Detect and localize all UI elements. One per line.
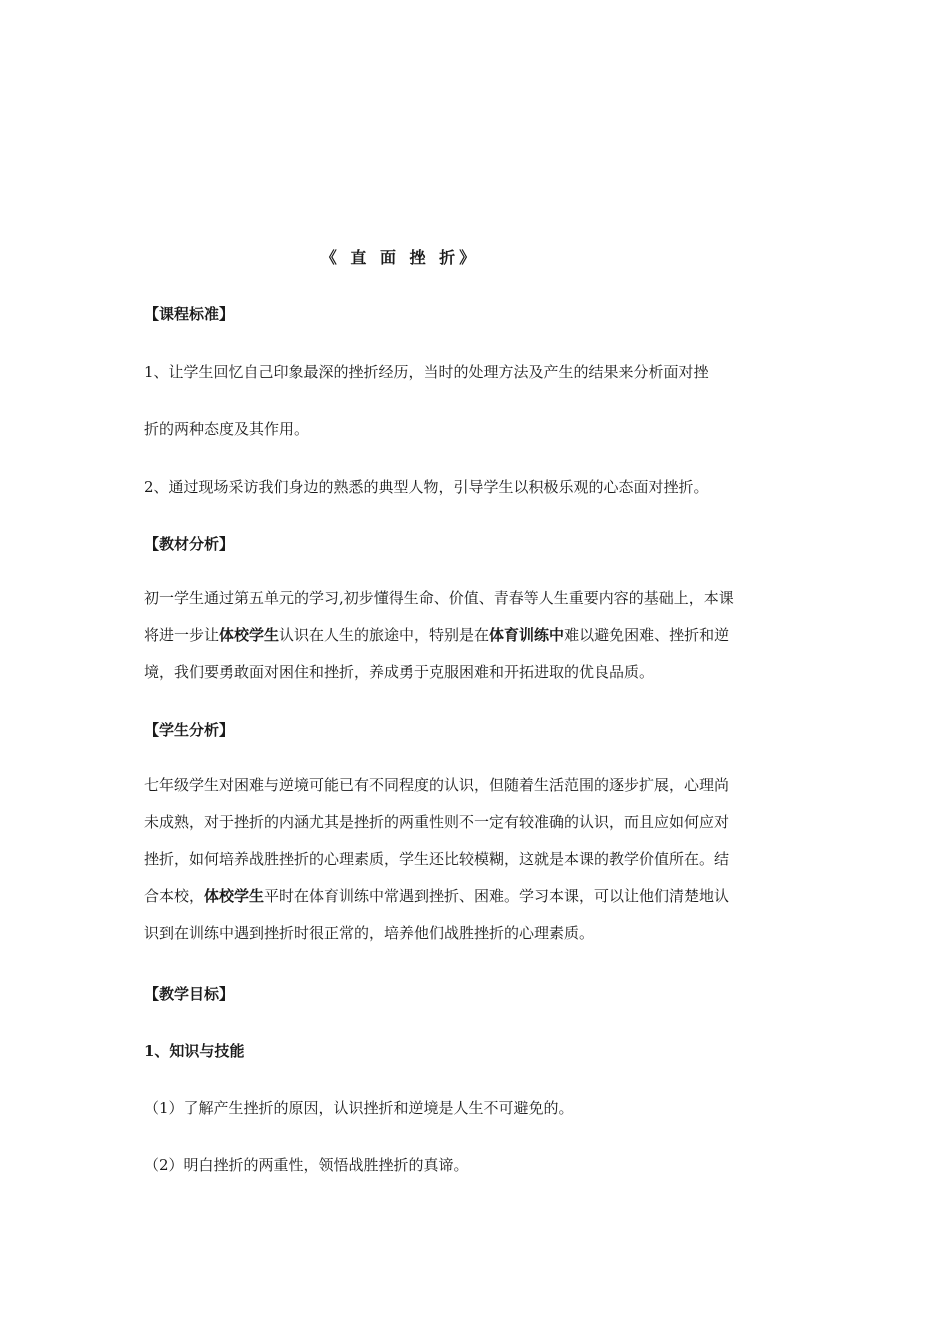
curriculum-item-2: 2、通过现场采访我们身边的熟悉的典型人物，引导学生以积极乐观的心态面对挫折。 xyxy=(144,478,709,496)
student-analysis-line-4 xyxy=(144,878,809,915)
text-run: 合本校， xyxy=(144,887,205,905)
student-analysis-line-2: 未成熟，对于挫折的内涵尤其是挫折的两重性则不一定有较准确的认识，而且应如何应对 xyxy=(144,813,730,831)
heading-material-analysis: 【教材分析】 xyxy=(144,535,235,553)
heading-curriculum-standard: 【课程标准】 xyxy=(144,305,235,323)
heading-student-analysis: 【学生分析】 xyxy=(144,721,235,739)
material-analysis-paragraph xyxy=(144,580,809,691)
material-analysis-line-2 xyxy=(144,617,809,654)
text-run: 平时在体育训练中常遇到挫折、困难。学习本课，可以让他们清楚地认 xyxy=(264,887,730,905)
curriculum-item-1-line-2: 折的两种态度及其作用。 xyxy=(144,420,310,438)
material-analysis-line-1: 初一学生通过第五单元的学习,初步懂得生命、价值、青春等人生重要内容的基础上，本课 xyxy=(144,589,734,607)
student-analysis-line-5: 识到在训练中遇到挫折时很正常的，培养他们战胜挫折的心理素质。 xyxy=(144,924,595,942)
text-run: 难以避免困难、挫折和逆 xyxy=(564,626,730,644)
material-analysis-line-3: 境，我们要勇敢面对困住和挫折，养成勇于克服困难和开拓进取的优良品质。 xyxy=(144,663,655,681)
student-analysis-line-3: 挫折，如何培养战胜挫折的心理素质，学生还比较模糊，这就是本课的教学价值所在。结 xyxy=(144,850,730,868)
emphasis-sports-school-students: 体校学生 xyxy=(204,887,265,905)
text-run: 将进一步让 xyxy=(144,626,220,644)
document-title: 《 直 面 挫 折》 xyxy=(320,248,480,267)
student-analysis-paragraph xyxy=(144,767,809,952)
goal-point-2: （2）明白挫折的两重性，领悟战胜挫折的真谛。 xyxy=(144,1156,469,1174)
heading-teaching-goals: 【教学目标】 xyxy=(144,985,235,1003)
subheading-knowledge-skills: 1、知识与技能 xyxy=(144,1042,245,1060)
emphasis-sports-training: 体育训练中 xyxy=(489,626,565,644)
emphasis-sports-school-students: 体校学生 xyxy=(219,626,280,644)
curriculum-item-1-line-1: 1、让学生回忆自己印象最深的挫折经历，当时的处理方法及产生的结果来分析面对挫 xyxy=(144,363,709,381)
student-analysis-line-1: 七年级学生对困难与逆境可能已有不同程度的认识，但随着生活范围的逐步扩展，心理尚 xyxy=(144,776,730,794)
goal-point-1: （1）了解产生挫折的原因，认识挫折和逆境是人生不可避免的。 xyxy=(144,1099,574,1117)
text-run: 认识在人生的旅途中，特别是在 xyxy=(279,626,490,644)
